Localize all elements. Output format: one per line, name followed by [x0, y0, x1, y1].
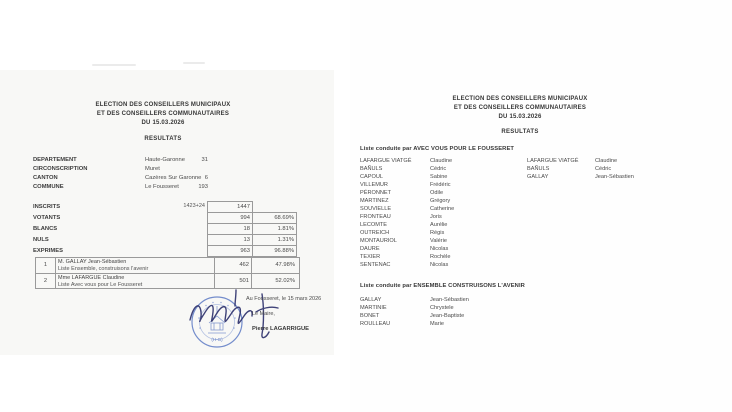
member-row — [350, 305, 580, 313]
stat-pct-exprimes: 96.88% — [252, 245, 297, 257]
territory-label: CANTON — [33, 175, 58, 181]
candidate-votes: 501 — [215, 274, 252, 288]
member-surname: DAURE — [360, 246, 380, 252]
member-surname: LAFARGUE VIATGÉ — [360, 158, 412, 164]
territory-code: 6 — [204, 175, 208, 181]
stat-value-exprimes: 963 — [207, 245, 253, 257]
member-firstname: Sabine — [430, 174, 448, 180]
document-header — [350, 95, 690, 122]
member-surname: CAPOUL — [360, 174, 384, 180]
member-row — [350, 238, 580, 246]
candidate-name: M. GALLAY Jean-Sébastien — [58, 259, 127, 265]
candidate-rank: 1 — [36, 258, 56, 273]
stat-label-inscrits: INSCRITS — [33, 204, 61, 210]
stat-pct-votants: 68.69% — [252, 212, 297, 224]
candidate-votes: 462 — [215, 258, 252, 273]
member-surname: LAFARGUE VIATGÉ — [527, 158, 579, 164]
candidate-percentage: 52.02% — [275, 278, 295, 284]
signature-name: Pierre LAGARRIGUE — [252, 326, 310, 332]
territory-value: Muret — [145, 166, 160, 172]
member-row — [527, 174, 727, 182]
stat-label-exprimes: EXPRIMES — [33, 248, 63, 254]
territory-value: Haute-Garonne — [145, 157, 185, 163]
member-surname: OUTREICH — [360, 230, 390, 236]
results-title: RESULTATS — [501, 129, 539, 135]
member-firstname: Jean-Sébastien — [595, 174, 634, 180]
member-firstname: Marie — [430, 321, 444, 327]
territory-value: Le Fousseret — [145, 184, 179, 190]
scan-artifact — [183, 62, 205, 64]
list2-members — [350, 297, 580, 329]
header-line2: ET DES CONSEILLERS COMMUNAUTAIRES — [453, 105, 587, 111]
stat-pct-nuls: 1.31% — [252, 234, 297, 246]
member-row — [350, 246, 580, 254]
member-firstname: Nicolas — [430, 262, 449, 268]
member-row — [350, 313, 580, 321]
member-surname: TEXIER — [360, 254, 381, 260]
member-firstname: Jean-Baptiste — [430, 313, 465, 319]
member-row — [350, 254, 580, 262]
inscrits-note: 1423+24 — [183, 203, 205, 209]
member-surname: SENTENAC — [360, 262, 391, 268]
member-row — [350, 297, 580, 305]
member-firstname: Valérie — [430, 238, 447, 244]
member-firstname: Frédéric — [430, 182, 451, 188]
member-firstname: Grégory — [430, 198, 451, 204]
member-surname: LECOMTE — [360, 222, 388, 228]
member-surname: ROULLEAU — [360, 321, 391, 327]
territory-label: COMMUNE — [33, 184, 64, 190]
member-surname: BONET — [360, 313, 380, 319]
stat-pct-blancs: 1.81% — [252, 223, 297, 235]
member-firstname: Aurélie — [430, 222, 448, 228]
stat-label-blancs: BLANCS — [33, 226, 58, 232]
member-surname: MARTINIE — [360, 305, 387, 311]
territory-code: 193 — [198, 184, 208, 190]
list2-title: Liste conduite par ENSEMBLE CONSTRUISONS L'AVENIR — [360, 283, 525, 289]
member-surname: FRONTEAU — [360, 214, 391, 220]
member-surname: MONTAURIOL — [360, 238, 397, 244]
member-surname: PÉRONNET — [360, 190, 392, 196]
community-council-members — [527, 158, 727, 182]
member-surname: VILLEMUR — [360, 182, 388, 188]
member-surname: SOUVIELLE — [360, 206, 392, 212]
candidate-name: Mme LAFARGUE Claudine — [58, 275, 125, 281]
member-row — [527, 166, 727, 174]
member-surname: BAÑULS — [527, 166, 550, 172]
member-row — [350, 321, 580, 329]
member-row — [350, 190, 580, 198]
member-firstname: Jean-Sébastien — [430, 297, 469, 303]
member-surname: MARTINEZ — [360, 198, 389, 204]
header-line2: ET DES CONSEILLERS COMMUNAUTAIRES — [96, 111, 230, 117]
candidate-name-cell — [56, 258, 215, 273]
member-surname: GALLAY — [360, 297, 382, 303]
member-firstname: Claudine — [595, 158, 618, 164]
stat-value-blancs: 18 — [207, 223, 253, 235]
member-firstname: Régis — [430, 230, 445, 236]
candidate-percentage: 47.98% — [275, 262, 295, 268]
member-firstname: Cédric — [430, 166, 447, 172]
stat-value-votants: 994 — [207, 212, 253, 224]
elected-members-page — [350, 0, 732, 412]
candidate-list-name: Liste Ensemble, construisons l'avenir — [58, 266, 149, 272]
results-title: RESULTATS — [144, 136, 182, 142]
header-line1: ELECTION DES CONSEILLERS MUNICIPAUX — [95, 102, 231, 108]
member-row — [350, 230, 580, 238]
header-line3: DU 15.03.2026 — [141, 120, 185, 126]
member-firstname: Cédric — [595, 166, 612, 172]
stat-value-nuls: 13 — [207, 234, 253, 246]
member-firstname: Odile — [430, 190, 444, 196]
member-firstname: Chrystele — [430, 305, 454, 311]
member-row — [350, 214, 580, 222]
stat-label-nuls: NULS — [33, 237, 49, 243]
member-row — [527, 158, 727, 166]
member-firstname: Nicolas — [430, 246, 449, 252]
member-surname: BAÑULS — [360, 166, 383, 172]
signature-place-date: Au Fousseret, le 15 mars 2026 — [246, 296, 322, 302]
candidate-row — [36, 258, 299, 273]
territory-value: Cazères Sur Garonne — [145, 175, 202, 181]
member-row — [350, 182, 580, 190]
list1-title: Liste conduite par AVEC VOUS POUR LE FOUSSERET — [360, 146, 515, 152]
member-firstname: Catherine — [430, 206, 455, 212]
header-line1: ELECTION DES CONSEILLERS MUNICIPAUX — [452, 96, 588, 102]
stamp-hg-label: (H-G) — [211, 337, 223, 342]
member-row — [350, 198, 580, 206]
member-firstname: Rochèle — [430, 254, 451, 260]
scan-artifact — [92, 64, 136, 66]
candidate-rank: 2 — [36, 274, 56, 288]
signature-title: Le Maire, — [252, 311, 275, 317]
territory-label: CIRCONSCRIPTION — [33, 166, 88, 172]
results-page — [0, 70, 334, 355]
member-surname: GALLAY — [527, 174, 549, 180]
candidates-table — [35, 257, 300, 289]
member-row — [350, 262, 580, 270]
stat-label-votants: VOTANTS — [33, 215, 61, 221]
member-firstname: Joris — [430, 214, 442, 220]
stat-value-inscrits: 1447 — [207, 201, 253, 213]
candidate-list-name: Liste Avec vous pour Le Fousseret — [58, 282, 143, 288]
territory-label: DEPARTEMENT — [33, 157, 77, 163]
member-row — [350, 206, 580, 214]
member-row — [350, 222, 580, 230]
header-line3: DU 15.03.2026 — [498, 114, 542, 120]
territory-code: 31 — [201, 157, 208, 163]
member-firstname: Claudine — [430, 158, 453, 164]
